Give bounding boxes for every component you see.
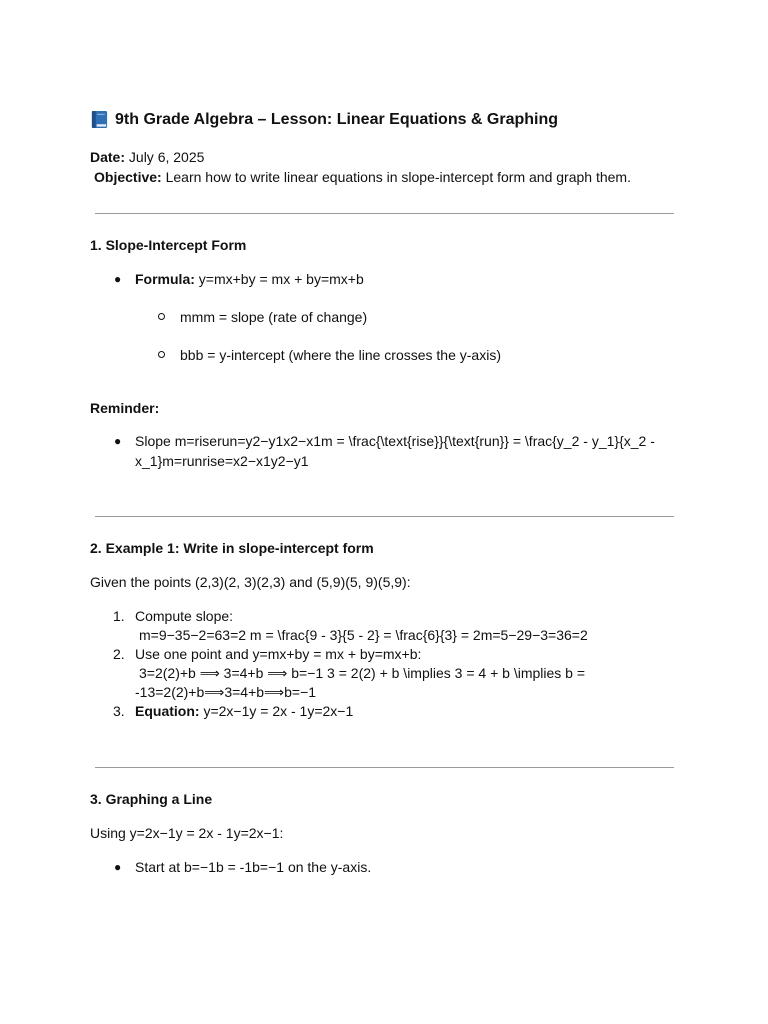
equation-item xyxy=(135,703,353,719)
list-number: 2. xyxy=(113,646,125,662)
section-heading: 1. Slope-Intercept Form xyxy=(90,237,247,253)
sub-list-item: mmm = slope (rate of change) xyxy=(180,309,368,325)
horizontal-rule xyxy=(95,767,674,768)
graph-step-text: Start at b=−1b = -1b=−1 on the y-axis. xyxy=(135,859,372,875)
step-text: Use one point and y=mx+by = mx + by=mx+b: xyxy=(135,646,422,662)
page-title xyxy=(90,110,558,129)
title-text: 9th Grade Algebra – Lesson: Linear Equations & Graphing xyxy=(115,110,559,128)
circle-bullet-icon xyxy=(158,351,165,358)
horizontal-rule xyxy=(95,213,674,214)
formula-label: Formula: xyxy=(135,271,195,287)
list-number: 3. xyxy=(113,703,125,719)
list-number: 1. xyxy=(113,608,125,624)
objective-line xyxy=(94,169,631,185)
date-line xyxy=(90,149,204,165)
reminder-heading: Reminder: xyxy=(90,400,160,416)
step-text: 3=2(2)+b ⟹ 3=4+b ⟹ b=−1 3 = 2(2) + b \implies 3 = 4 + b \implies b = xyxy=(139,665,586,681)
blue-book-icon xyxy=(90,110,109,129)
reminder-text-line: x_1}m=runrise=x2−x1y2−y1 xyxy=(135,453,309,469)
date-value: July 6, 2025 xyxy=(128,149,205,165)
date-label: Date: xyxy=(90,149,126,165)
objective-value: Learn how to write linear equations in slope-intercept form and graph them. xyxy=(165,169,631,185)
circle-bullet-icon xyxy=(158,313,165,320)
sub-list-item: bbb = y-intercept (where the line crosses the y-axis) xyxy=(180,347,501,363)
formula-value: y=mx+by = mx + by=mx+b xyxy=(198,271,364,287)
using-text: Using y=2x−1y = 2x - 1y=2x−1: xyxy=(90,825,284,841)
bullet-dot-icon: ● xyxy=(114,434,122,448)
section-heading: 2. Example 1: Write in slope-intercept form xyxy=(90,540,374,556)
given-text: Given the points (2,3)(2, 3)(2,3) and (5,9)(5, 9)(5,9): xyxy=(90,574,411,590)
equation-label: Equation: xyxy=(135,703,200,719)
formula-item xyxy=(135,271,364,287)
bullet-dot-icon: ● xyxy=(114,860,122,874)
section-heading: 3. Graphing a Line xyxy=(90,791,213,807)
step-text: Compute slope: xyxy=(135,608,234,624)
reminder-text-line: Slope m=riserun=y2−y1x2−x1m = \frac{\text{rise}}{\text{run}} = \frac{y_2 - y_1}{x_2 - xyxy=(135,433,655,449)
horizontal-rule xyxy=(95,516,674,517)
objective-label: Objective: xyxy=(94,169,162,185)
bullet-dot-icon: ● xyxy=(114,272,122,286)
step-text: m=9−35−2=63=2 m = \frac{9 - 3}{5 - 2} = \frac{6}{3} = 2m=5−29−3=36=2 xyxy=(139,627,588,643)
equation-value: y=2x−1y = 2x - 1y=2x−1 xyxy=(203,703,354,719)
step-text: -13=2(2)+b⟹3=4+b⟹b=−1 xyxy=(135,684,317,700)
